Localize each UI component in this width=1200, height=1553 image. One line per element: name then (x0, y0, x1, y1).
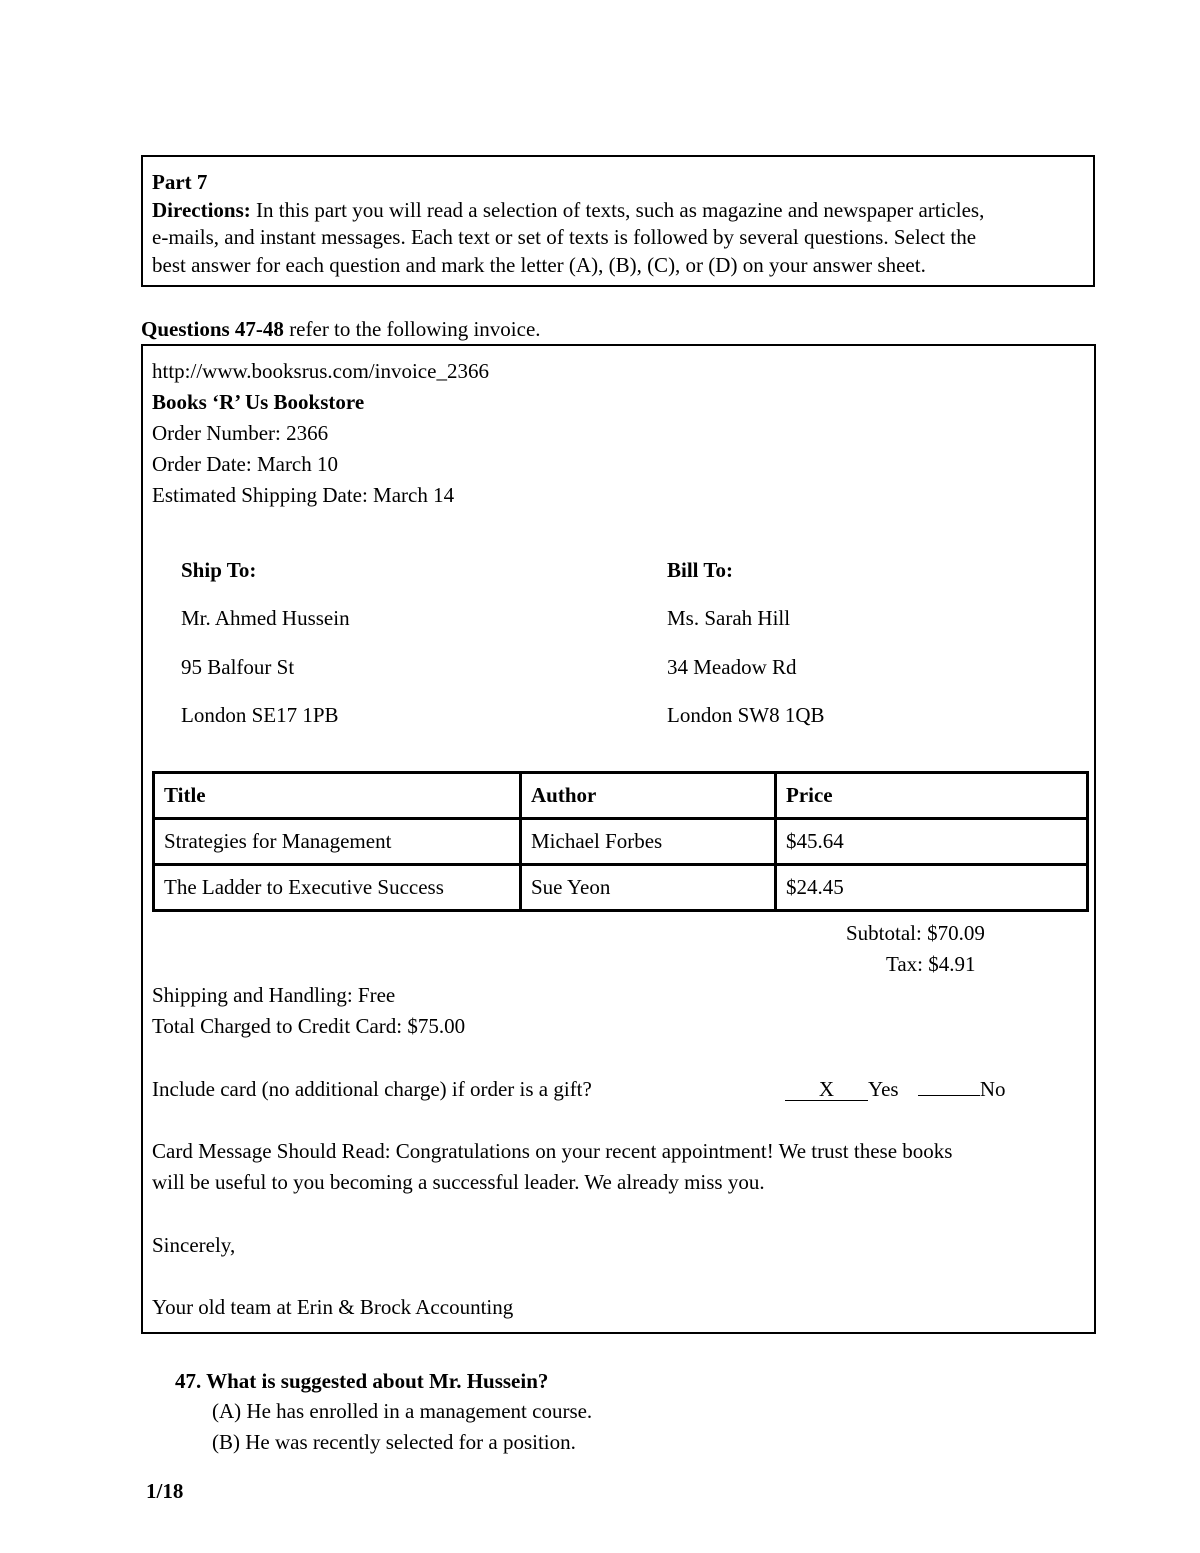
table-header-row (154, 773, 1088, 819)
invoice-box (141, 344, 1096, 1334)
total-charged: Total Charged to Credit Card: $75.00 (152, 1014, 466, 1038)
shipping-date: Estimated Shipping Date: March 14 (152, 483, 455, 507)
bill-to-label: Bill To: (667, 558, 733, 582)
page-number: 1/18 (146, 1479, 184, 1503)
question-47-option-a: (A) He has enrolled in a management course. (212, 1399, 593, 1423)
order-date: Order Date: March 10 (152, 452, 339, 476)
header-author: Author (521, 773, 776, 819)
questions-intro (141, 315, 541, 343)
cell-price: $45.64 (776, 819, 1088, 865)
shipping-handling: Shipping and Handling: Free (152, 983, 396, 1007)
directions-line-3: best answer for each question and mark the letter (A), (B), (C), or (D) on your answer sheet. (152, 252, 926, 277)
bill-to-city: London SW8 1QB (667, 703, 825, 727)
table-row (154, 819, 1088, 865)
table-row (154, 865, 1088, 911)
part-title: Part 7 (152, 170, 208, 194)
directions-line-2: e-mails, and instant messages. Each text or set of texts is followed by several questions. Select the (152, 225, 977, 249)
bill-to-name: Ms. Sarah Hill (667, 606, 791, 630)
cell-title: Strategies for Management (154, 819, 521, 865)
signature: Your old team at Erin & Brock Accounting (152, 1295, 514, 1319)
question-47-option-b: (B) He was recently selected for a position. (212, 1430, 576, 1454)
gift-yes-blank: X (785, 1078, 868, 1101)
directions-line-1: In this part you will read a selection of texts, such as magazine and newspaper articles, (250, 197, 985, 222)
card-message-line-2: will be useful to you becoming a successful leader. We already miss you. (152, 1170, 765, 1194)
ship-to-street: 95 Balfour St (181, 655, 295, 679)
tax: Tax: $4.91 (886, 952, 976, 976)
card-message-line-1: Card Message Should Read: Congratulations on your recent appointment! We trust these books (152, 1139, 953, 1163)
ship-to-city: London SE17 1PB (181, 703, 339, 727)
closing: Sincerely, (152, 1233, 236, 1257)
bill-to-street: 34 Meadow Rd (667, 655, 797, 679)
cell-title: The Ladder to Executive Success (154, 865, 521, 911)
invoice-url: http://www.booksrus.com/invoice_2366 (152, 359, 489, 383)
cell-author: Michael Forbes (521, 819, 776, 865)
directions-label: Directions: (152, 197, 251, 222)
questions-range: Questions 47-48 (141, 317, 284, 341)
store-name: Books ‘R’ Us Bookstore (152, 390, 365, 414)
items-table (152, 771, 1089, 912)
gift-yes-label: Yes (868, 1077, 899, 1101)
questions-intro-text: refer to the following invoice. (283, 317, 541, 341)
ship-to-label: Ship To: (181, 558, 257, 582)
directions-box (141, 155, 1095, 287)
gift-options (785, 1075, 1005, 1103)
gift-no-blank (918, 1095, 980, 1096)
header-title: Title (154, 773, 521, 819)
subtotal: Subtotal: $70.09 (846, 921, 985, 945)
cell-price: $24.45 (776, 865, 1088, 911)
header-price: Price (776, 773, 1088, 819)
directions-text (152, 197, 1084, 225)
gift-no-label: No (979, 1077, 1006, 1101)
ship-to-name: Mr. Ahmed Hussein (181, 606, 350, 630)
cell-author: Sue Yeon (521, 865, 776, 911)
question-47-prompt: 47. What is suggested about Mr. Hussein? (175, 1369, 549, 1393)
order-number: Order Number: 2366 (152, 421, 329, 445)
gift-question: Include card (no additional charge) if order is a gift? (152, 1077, 592, 1101)
